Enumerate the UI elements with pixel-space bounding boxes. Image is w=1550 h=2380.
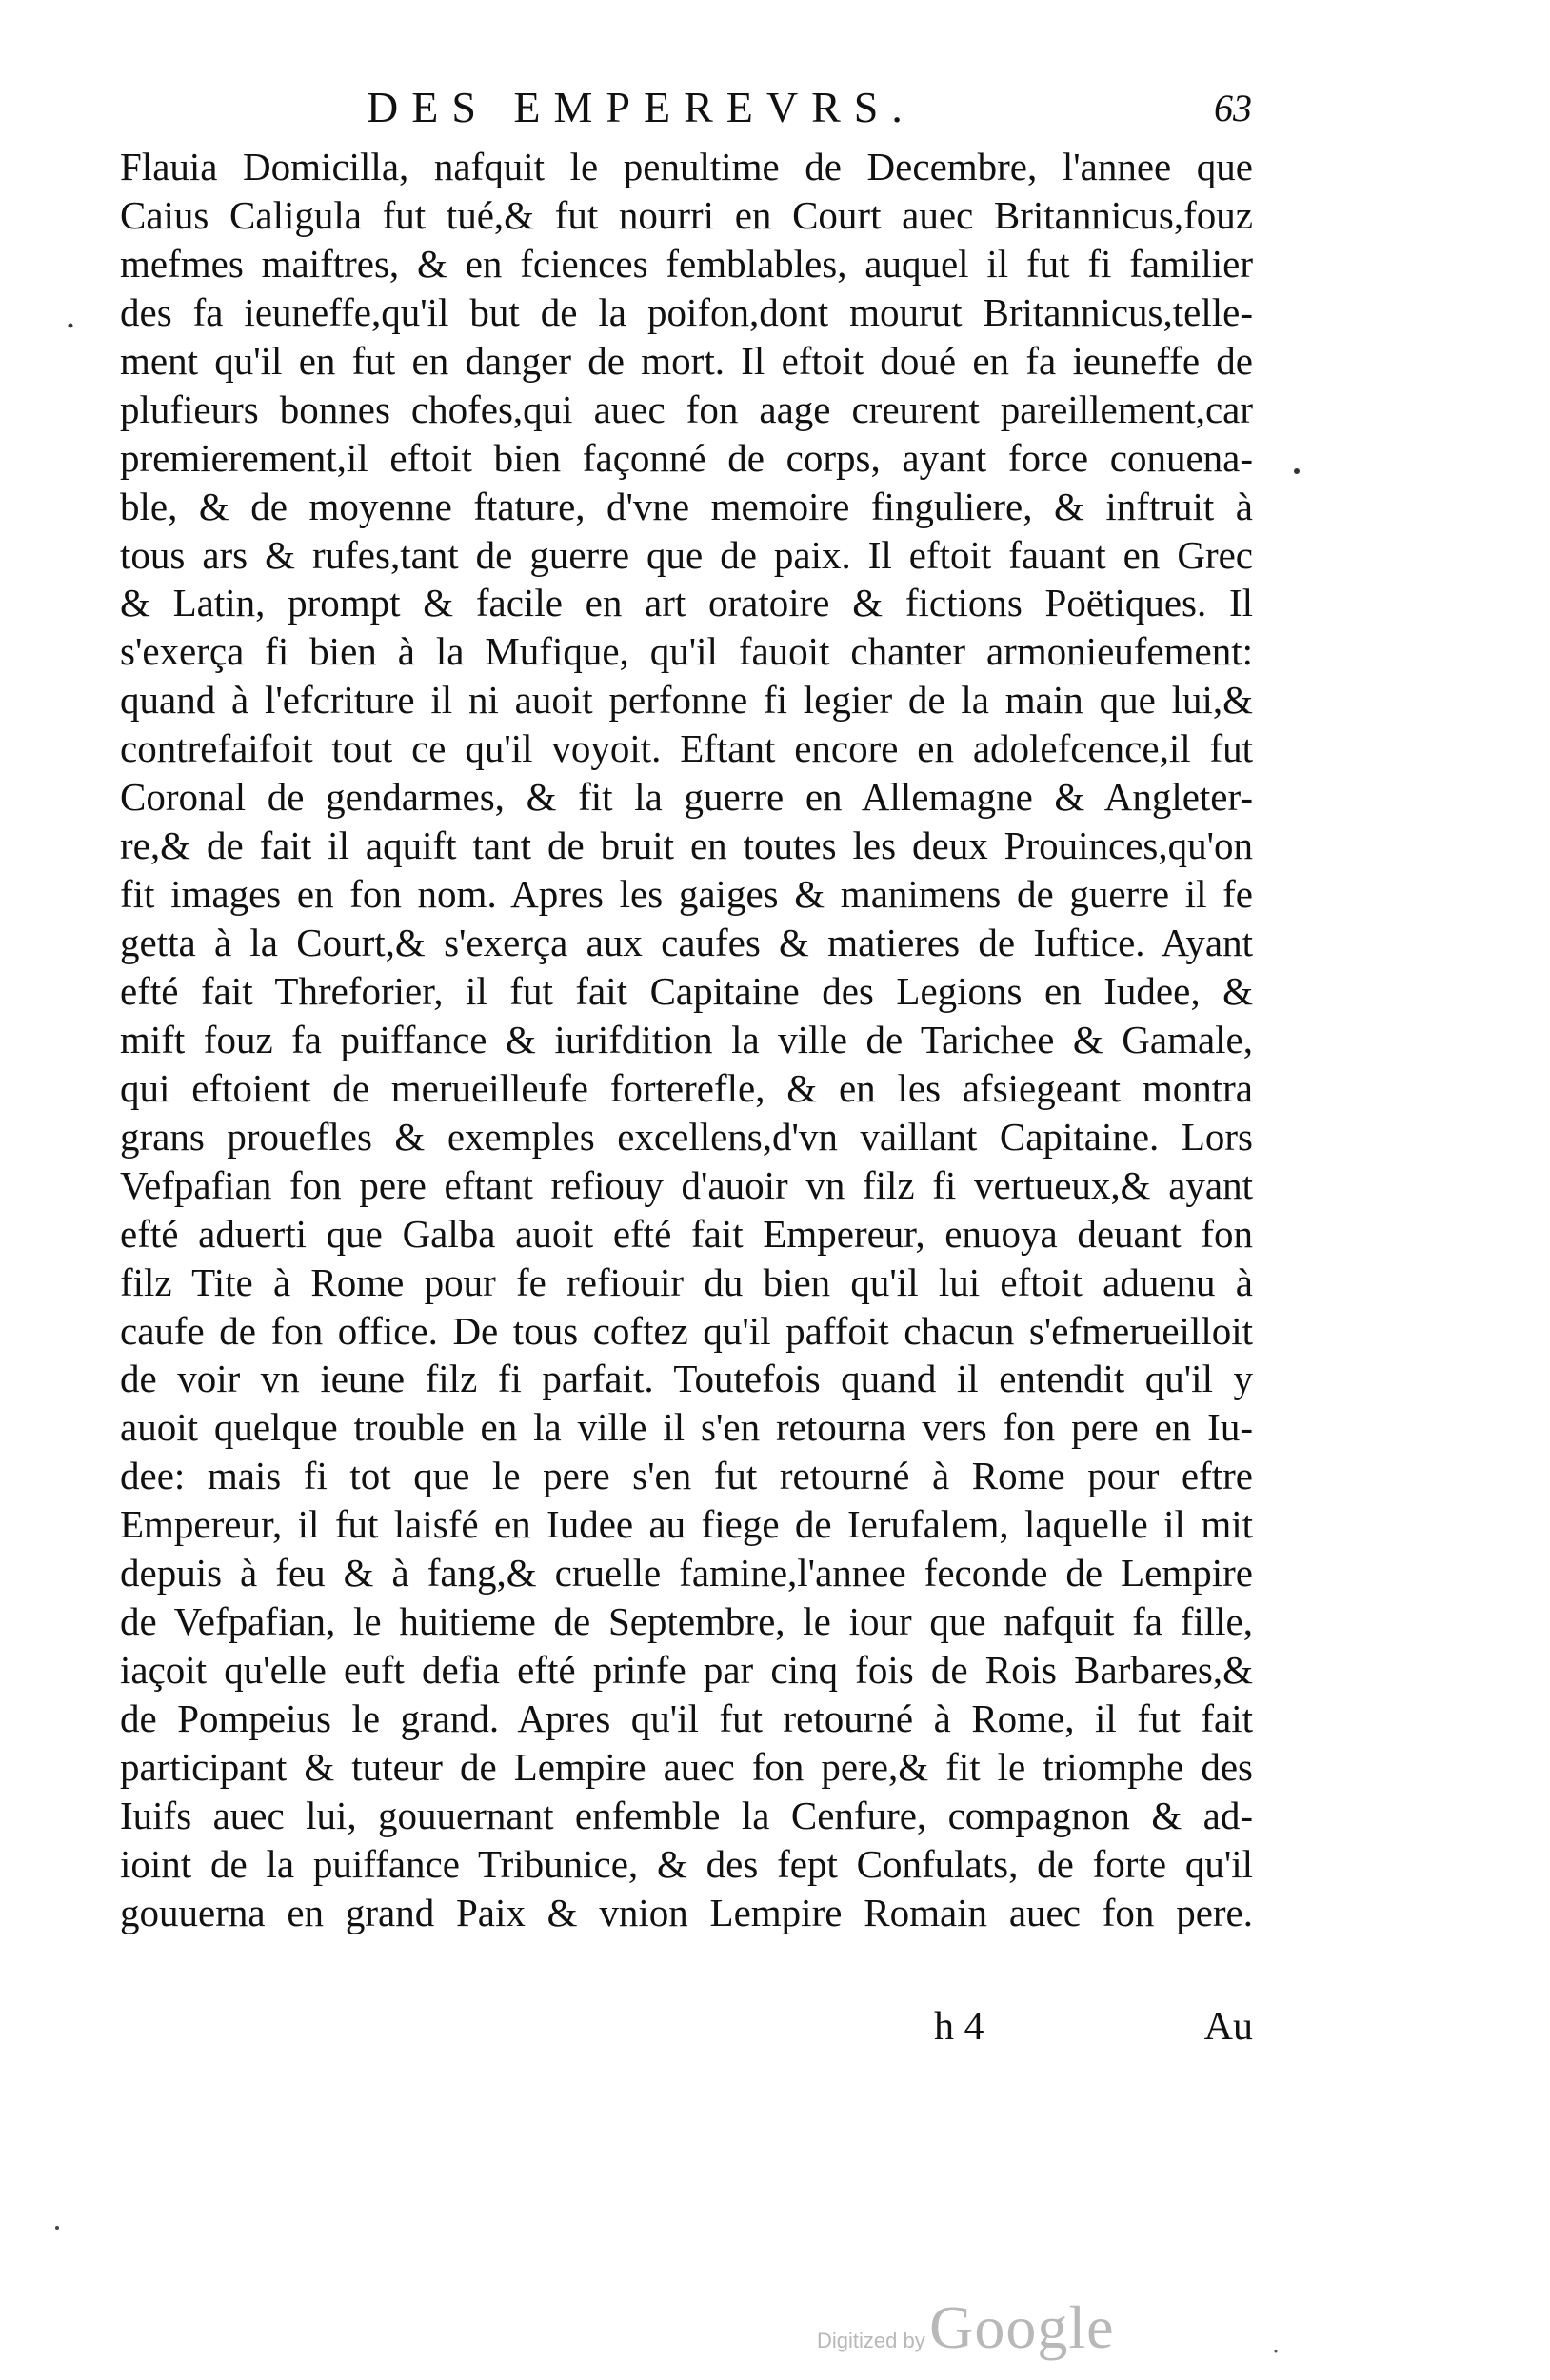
text-line: participant & tuteur de Lempire auec fon pere,& fit le triomphe des <box>120 1744 1253 1789</box>
catchword: Au <box>1203 2005 1253 2049</box>
signature-mark: h 4 <box>934 2005 984 2049</box>
text-line: re,& de fait il aquift tant de bruit en toutes les deux Prouinces,qu'on <box>120 823 1253 868</box>
text-line: ment qu'il en fut en danger de mort. Il eftoit doué en fa ieuneffe de <box>120 338 1253 383</box>
text-line: grans prouefles & exemples excellens,d'vn vaillant Capitaine. Lors <box>120 1114 1253 1159</box>
text-line: getta à la Court,& s'exerça aux caufes & matieres de Iuftice. Ayant <box>120 921 1253 964</box>
text-line: & Latin, prompt & facile en art oratoire & fictions Poëtiques. Il <box>120 581 1253 625</box>
text-line: Flauia Domicilla, nafquit le penultime de Decembre, l'annee que <box>120 145 1253 188</box>
text-line: depuis à feu & à fang,& cruelle famine,l'annee feconde de Lempire <box>120 1551 1253 1596</box>
text-line: mefmes maiftres, & en fciences femblables, auquel il fut fi familier <box>120 241 1253 286</box>
text-line: auoit quelque trouble en la ville il s'en retourna vers fon pere en Iu- <box>120 1405 1253 1450</box>
text-line: de Vefpafian, le huitieme de Septembre, le iour que nafquit fa fille, <box>120 1599 1253 1644</box>
page-number: 63 <box>1214 87 1252 129</box>
text-line: de Pompeius le grand. Apres qu'il fut retourné à Rome, il fut fait <box>120 1696 1253 1740</box>
text-line: efté fait Threforier, il fut fait Capitaine des Legions en Iudee, & <box>120 968 1253 1013</box>
text-line: Iuifs auec lui, gouuernant enfemble la Cenfure, compagnon & ad- <box>120 1793 1253 1837</box>
text-line: de voir vn ieune filz fi parfait. Toutefois quand il entendit qu'il y <box>120 1357 1253 1401</box>
text-line: ble, & de moyenne ftature, d'vne memoire finguliere, & inftruit à <box>120 484 1253 528</box>
text-line: Empereur, il fut laisfé en Iudee au fiege de Ierufalem, laquelle il mit <box>120 1502 1253 1547</box>
text-line: iaçoit qu'elle euft defia efté prinfe par cinq fois de Rois Barbares,& <box>120 1648 1253 1693</box>
text-line: Coronal de gendarmes, & fit la guerre en Allemagne & Angleter- <box>120 775 1253 820</box>
text-line: contrefaifoit tout ce qu'il voyoit. Eftant encore en adolefcence,il fut <box>120 726 1253 771</box>
text-line: qui eftoient de merueilleufe forterefle, & en les afsiegeant montra <box>120 1065 1253 1110</box>
text-line: caufe de fon office. De tous coftez qu'il paffoit chacun s'efmerueilloit <box>120 1308 1253 1353</box>
text-line: gouuerna en grand Paix & vnion Lempire Romain auec fon pere. <box>120 1890 1253 1934</box>
text-line: Vefpafian fon pere eftant refiouy d'auoir vn filz fi vertueux,& ayant <box>120 1162 1253 1207</box>
text-line: dee: mais fi tot que le pere s'en fut retourné à Rome pour eftre <box>120 1454 1253 1498</box>
text-line: s'exerça fi bien à la Mufique, qu'il fauoit chanter armonieufement: <box>120 629 1253 674</box>
text-line: tous ars & rufes,tant de guerre que de paix. Il eftoit fauant en Grec <box>120 532 1253 577</box>
watermark-prefix: Digitized by <box>817 2329 925 2352</box>
text-line: mift fouz fa puiffance & iurifdition la ville de Tarichee & Gamale, <box>120 1017 1253 1061</box>
text-line: premierement,il eftoit bien façonné de corps, ayant force conuena- <box>120 435 1253 480</box>
text-line: ioint de la puiffance Tribunice, & des fept Confulats, de forte qu'il <box>120 1841 1253 1886</box>
text-line: efté aduerti que Galba auoit efté fait Empereur, enuoya deuant fon <box>120 1211 1253 1256</box>
text-line: filz Tite à Rome pour fe refiouir du bien qu'il lui eftoit aduenu à <box>120 1259 1253 1304</box>
text-line: quand à l'efcriture il ni auoit perfonne fi legier de la main que lui,& <box>120 678 1253 723</box>
text-line: fit images en fon nom. Apres les gaiges & manimens de guerre il fe <box>120 872 1253 917</box>
text-line: Caius Caligula fut tué,& fut nourri en Court auec Britannicus,fouz <box>120 192 1253 237</box>
running-title: DES EMPEREVRS. <box>367 83 916 131</box>
watermark-logo: Google <box>929 2293 1115 2361</box>
text-line: plufieurs bonnes chofes,qui auec fon aage creurent pareillement,car <box>120 387 1253 431</box>
text-line: des fa ieuneffe,qu'il but de la poifon,dont mourut Britannicus,telle- <box>120 289 1253 334</box>
